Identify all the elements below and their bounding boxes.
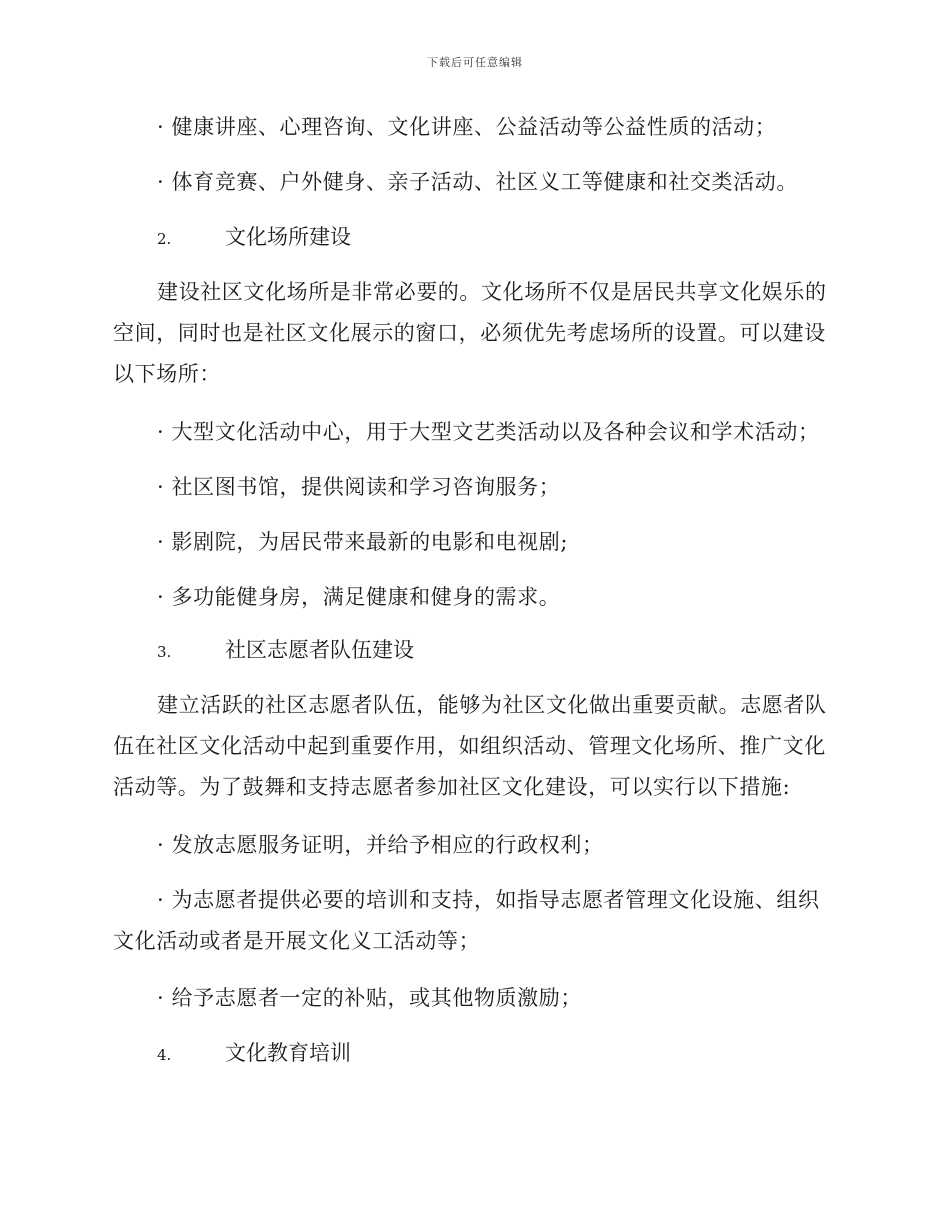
bullet-item: · 影剧院，为居民带来最新的电影和电视剧; — [157, 530, 569, 554]
section-number: 2. — [157, 230, 172, 248]
section-number: 4. — [157, 1046, 172, 1064]
section-title: 社区志愿者队伍建设 — [225, 638, 414, 662]
section-heading-2 — [157, 225, 351, 251]
bullet-item: · 给予志愿者一定的补贴，或其他物质激励； — [157, 986, 582, 1010]
paragraph-line: 建设社区文化场所是非常必要的。文化场所不仅是居民共享文化娱乐的 — [157, 280, 827, 304]
section-number: 3. — [157, 643, 172, 661]
bullet-item: · 为志愿者提供必要的培训和支持，如指导志愿者管理文化设施、组织 — [157, 888, 820, 912]
bullet-item: · 体育竞赛、户外健身、亲子活动、社区义工等健康和社交类活动。 — [157, 170, 798, 194]
section-title: 文化场所建设 — [225, 225, 351, 249]
section-title: 文化教育培训 — [225, 1041, 351, 1065]
bullet-item: · 社区图书馆，提供阅读和学习咨询服务； — [157, 475, 561, 499]
bullet-item: · 大型文化活动中心，用于大型文艺类活动以及各种会议和学术活动； — [157, 420, 820, 444]
bullet-item: · 发放志愿服务证明，并给予相应的行政权利； — [157, 833, 604, 857]
page-header: 下载后可任意编辑 — [427, 56, 523, 69]
paragraph-line: 伍在社区文化活动中起到重要作用，如组织活动、管理文化场所、推广文化 — [113, 734, 826, 758]
paragraph-line: 以下场所： — [113, 362, 221, 386]
paragraph-line: 建立活跃的社区志愿者队伍，能够为社区文化做出重要贡献。志愿者队 — [157, 693, 827, 717]
paragraph-line: 空间，同时也是社区文化展示的窗口，必须优先考虑场所的设置。可以建设 — [113, 321, 826, 345]
bullet-item-continued: 文化活动或者是开展文化义工活动等； — [113, 929, 481, 953]
paragraph-line: 活动等。为了鼓舞和支持志愿者参加社区文化建设，可以实行以下措施: — [113, 775, 791, 799]
section-heading-3 — [157, 638, 414, 664]
bullet-item: · 多功能健身房，满足健康和健身的需求。 — [157, 585, 561, 609]
section-heading-4 — [157, 1041, 351, 1067]
bullet-item: · 健康讲座、心理咨询、文化讲座、公益活动等公益性质的活动； — [157, 115, 777, 139]
